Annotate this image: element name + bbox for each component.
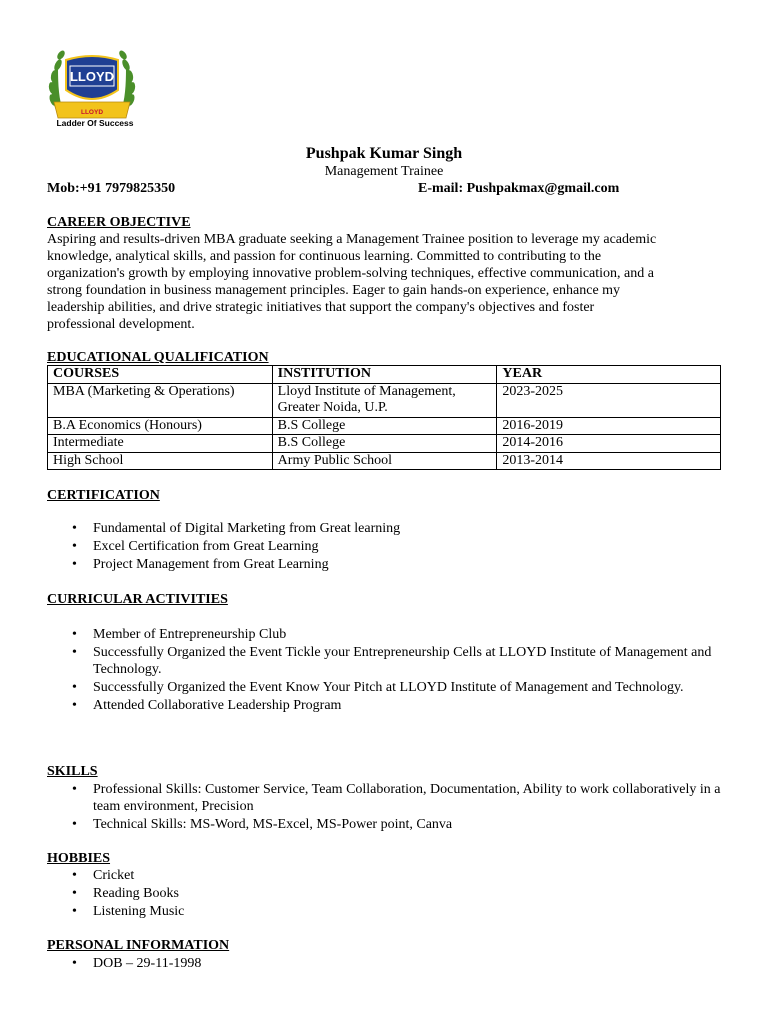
contact-email: E-mail: Pushpakmax@gmail.com (418, 181, 620, 196)
career-line: knowledge, analytical skills, and passion for continuous learning. Committed to contributing to the (47, 248, 602, 264)
contact-mobile: Mob:+91 7979825350 (47, 181, 176, 196)
table-cell: B.S College (272, 417, 497, 435)
column-header: COURSES (48, 366, 273, 384)
table-row (48, 435, 721, 453)
table-cell: Army Public School (272, 452, 497, 470)
logo-ribbon-text: LLOYD (80, 109, 104, 116)
list-item: • Member of Entrepreneurship Club (47, 626, 727, 643)
education-table (47, 365, 721, 470)
list-item: • Fundamental of Digital Marketing from Great learning (47, 520, 727, 537)
career-line: organization's growth by employing innovative problem-solving techniques, effective communication, and a (47, 265, 654, 281)
list-item: • Cricket (47, 867, 727, 884)
column-header: INSTITUTION (272, 366, 497, 384)
table-cell: Lloyd Institute of Management, Greater Noida, U.P. (272, 383, 497, 417)
table-cell: 2013-2014 (497, 452, 721, 470)
table-cell: 2023-2025 (497, 383, 721, 417)
logo-tagline: Ladder Of Success (56, 118, 134, 128)
table-cell: B.A Economics (Honours) (48, 417, 273, 435)
list-item: • Successfully Organized the Event Tickle your Entrepreneurship Cells at LLOYD Institute of Management and Technology. (47, 644, 727, 678)
table-cell: High School (48, 452, 273, 470)
hobbies-list (47, 867, 727, 921)
table-cell: Intermediate (48, 435, 273, 453)
career-objective-heading: CAREER OBJECTIVE (47, 215, 191, 230)
table-cell: B.S College (272, 435, 497, 453)
career-objective-text (47, 232, 727, 333)
hobbies-heading: HOBBIES (47, 851, 111, 866)
skills-heading: SKILLS (47, 764, 98, 779)
list-item: • Listening Music (47, 903, 727, 920)
table-cell: 2016-2019 (497, 417, 721, 435)
career-line: strong foundation in business management principles. Eager to gain hands-on experience, enhance my (47, 282, 621, 298)
certification-list (47, 520, 727, 574)
skills-list (47, 781, 727, 834)
table-row (48, 452, 721, 470)
table-cell: MBA (Marketing & Operations) (48, 383, 273, 417)
candidate-role: Management Trainee (324, 164, 444, 179)
career-line: professional development. (47, 316, 195, 332)
education-heading: EDUCATIONAL QUALIFICATION (47, 350, 269, 365)
career-line: Aspiring and results-driven MBA graduate seeking a Management Trainee position to leverage my academic (47, 232, 657, 247)
table-row (48, 417, 721, 435)
career-line: leadership abilities, and drive strategic initiatives that support the company's objectives and foster (47, 299, 595, 315)
table-header-row (48, 366, 721, 384)
candidate-name: Pushpak Kumar Singh (305, 145, 463, 162)
list-item: • Project Management from Great Learning (47, 556, 727, 573)
logo-text: LLOYD (69, 69, 115, 84)
list-item: • Reading Books (47, 885, 727, 902)
list-item: • Excel Certification from Great Learning (47, 538, 727, 555)
table-cell: 2014-2016 (497, 435, 721, 453)
list-item: • Technical Skills: MS-Word, MS-Excel, MS-Power point, Canva (47, 816, 727, 833)
personal-info-heading: PERSONAL INFORMATION (47, 938, 230, 953)
laurel-right-icon (118, 49, 136, 110)
list-item: • Professional Skills: Customer Service, Team Collaboration, Documentation, Ability to work collaboratively in a team environment, Precision (47, 781, 727, 815)
certification-heading: CERTIFICATION (47, 488, 160, 503)
column-header: YEAR (497, 366, 721, 384)
list-item: • DOB – 29-11-1998 (47, 955, 727, 972)
activities-list (47, 626, 727, 715)
personal-info-list (47, 955, 727, 973)
activities-heading: CURRICULAR ACTIVITIES (47, 592, 228, 607)
list-item: • Successfully Organized the Event Know Your Pitch at LLOYD Institute of Management and Technology. (47, 679, 727, 696)
table-row (48, 383, 721, 417)
laurel-left-icon (48, 49, 66, 110)
list-item: • Attended Collaborative Leadership Program (47, 697, 727, 714)
